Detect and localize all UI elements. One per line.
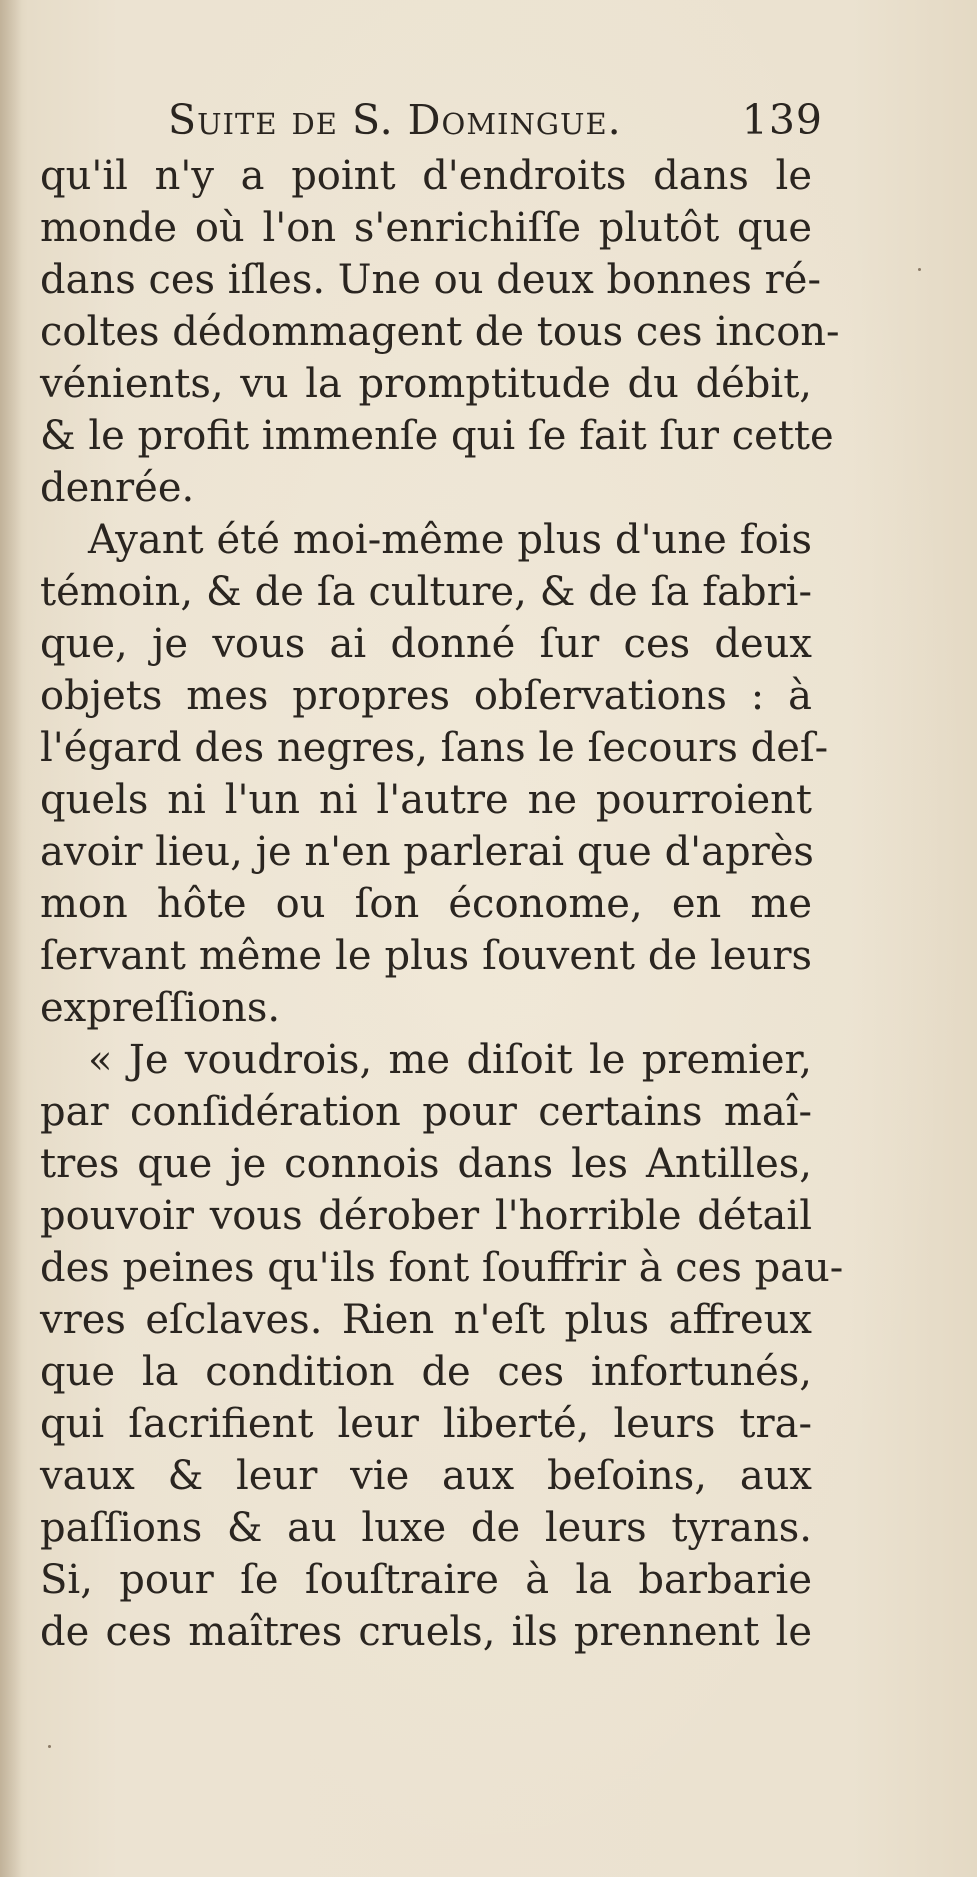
text-line: vres eſclaves. Rien n'eſt plus affreux	[40, 1297, 812, 1343]
text-line: paſſions & au luxe de leurs tyrans.	[40, 1505, 812, 1551]
text-line: quels ni l'un ni l'autre ne pourroient	[40, 777, 812, 823]
text-line: que la condition de ces infortunés,	[40, 1349, 812, 1395]
running-title: Suite de S. Domingue.	[168, 96, 622, 144]
text-line: témoin, & de ſa culture, & de ſa fabri-	[40, 569, 812, 615]
text-line: monde où l'on s'enrichiſſe plutôt que	[40, 205, 812, 251]
text-line: objets mes propres obſervations : à	[40, 673, 812, 719]
text-line: par conſidération pour certains maî-	[40, 1089, 812, 1135]
text-line: l'égard des negres, ſans le ſecours deſ-	[40, 725, 829, 771]
text-line: vénients, vu la promptitude du débit,	[40, 361, 812, 407]
text-line: qu'il n'y a point d'endroits dans le	[40, 153, 812, 199]
text-line: des peines qu'ils font ſouffrir à ces pau-	[40, 1245, 844, 1291]
text-line: denrée.	[40, 465, 195, 511]
paragraph-first-line: Ayant été moi-même plus d'une fois	[88, 517, 812, 563]
page-gutter-shadow	[0, 0, 22, 1877]
paragraph-first-line: « Je voudrois, me diſoit le premier,	[88, 1037, 812, 1083]
text-line: qui ſacrifient leur liberté, leurs tra-	[40, 1401, 812, 1447]
text-line: dans ces iſles. Une ou deux bonnes ré-	[40, 257, 821, 303]
text-line: pouvoir vous dérober l'horrible détail	[40, 1193, 812, 1239]
text-line: mon hôte ou ſon économe, en me	[40, 881, 812, 927]
text-line: ſervant même le plus ſouvent de leurs	[40, 933, 812, 979]
page-number: 139	[741, 96, 823, 144]
text-line: tres que je connois dans les Antilles,	[40, 1141, 812, 1187]
text-line: vaux & leur vie aux beſoins, aux	[40, 1453, 812, 1499]
text-line: Si, pour ſe ſouſtraire à la barbarie	[40, 1557, 812, 1603]
paper-speck	[48, 1745, 51, 1748]
body-text	[40, 150, 844, 1658]
paper-speck	[918, 268, 921, 271]
text-line: que, je vous ai donné ſur ces deux	[40, 621, 812, 667]
page-header	[168, 96, 823, 152]
text-line: avoir lieu, je n'en parlerai que d'après	[40, 829, 814, 875]
text-line: & le profit immenſe qui ſe fait ſur cette	[40, 413, 834, 459]
text-line: coltes dédommagent de tous ces incon-	[40, 309, 840, 355]
text-line: de ces maîtres cruels, ils prennent le	[40, 1609, 812, 1655]
text-line: expreſſions.	[40, 985, 281, 1031]
